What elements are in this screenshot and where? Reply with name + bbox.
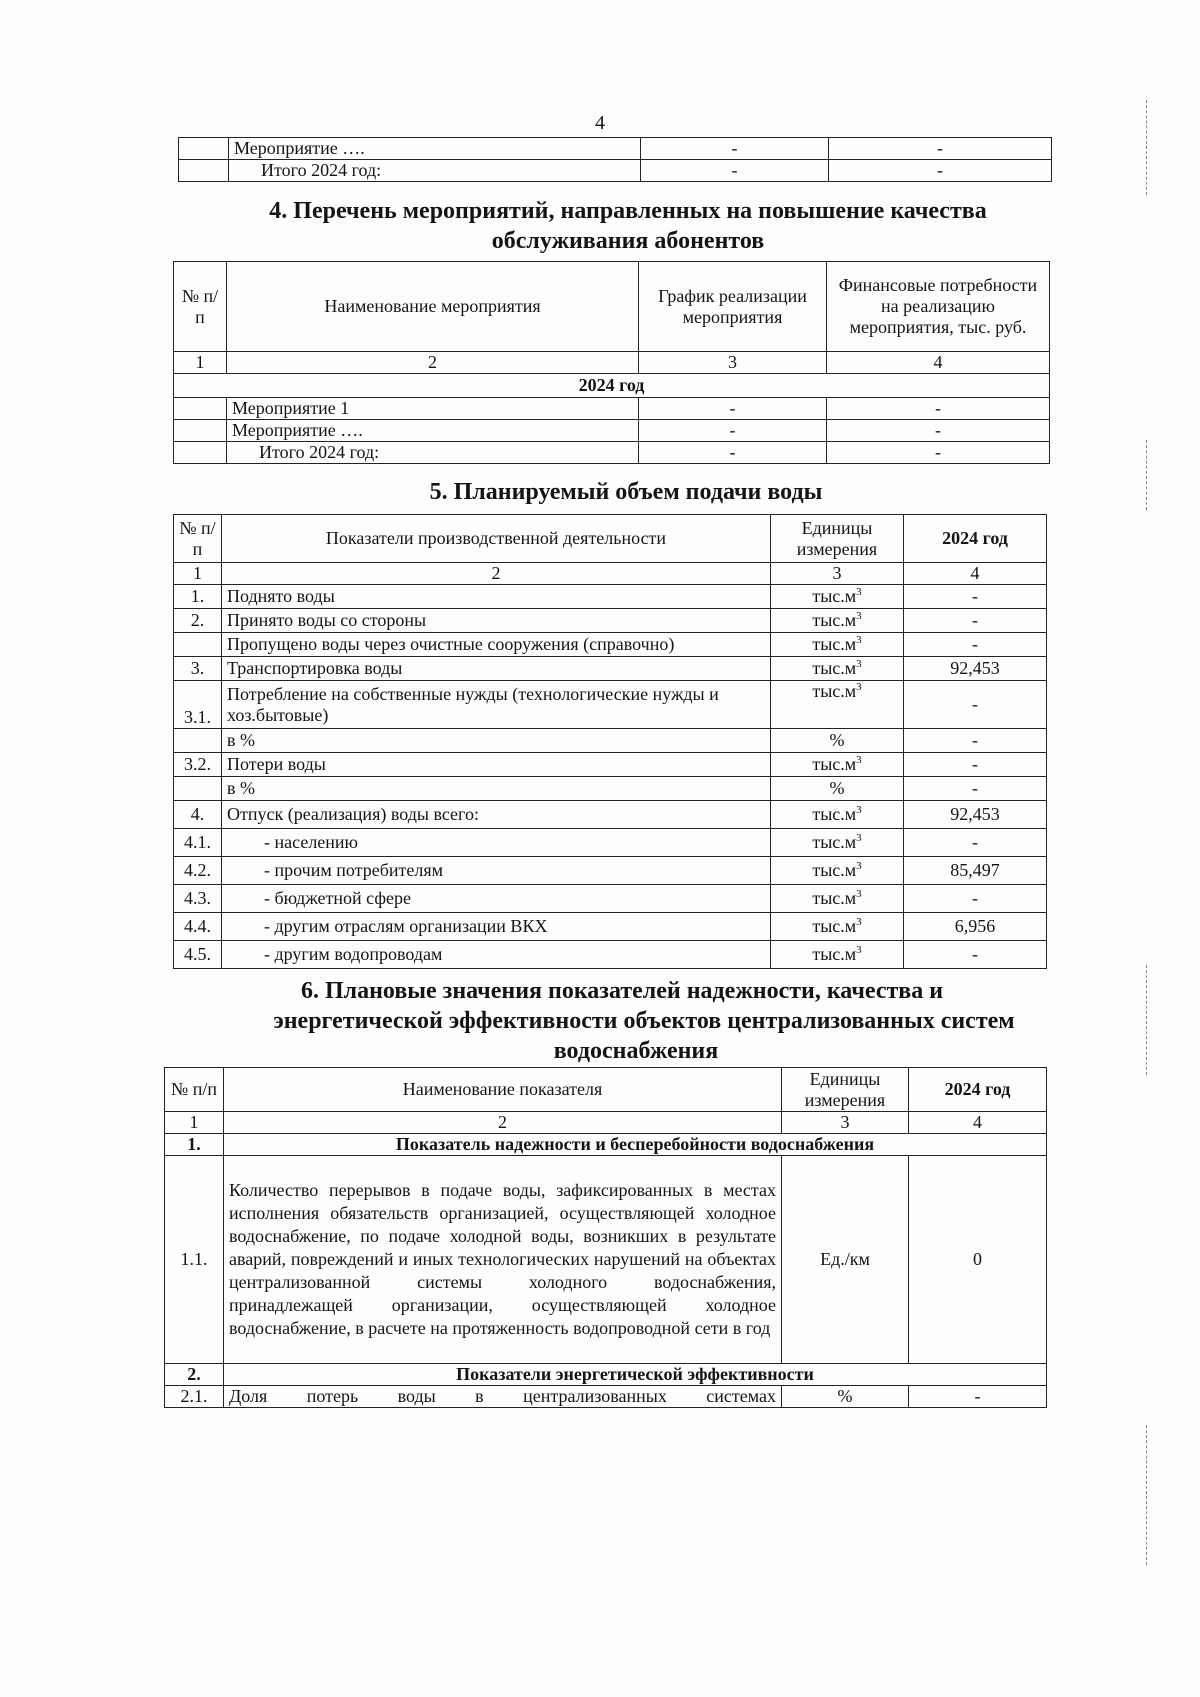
cell-num: 4.1. xyxy=(174,829,222,857)
cell-name: Пропущено воды через очистные сооружения (справочно) xyxy=(222,633,771,657)
unit-sup: 3 xyxy=(856,681,862,693)
section4-title-line2: обслуживания абонентов xyxy=(491,228,765,254)
scan-edge-mark xyxy=(1146,1425,1148,1565)
table-row xyxy=(174,885,1047,913)
table-header-row xyxy=(165,1068,1047,1112)
column-number-row xyxy=(174,352,1050,374)
cell-num: 3.1. xyxy=(174,681,222,729)
table-row xyxy=(165,1386,1047,1408)
cell-value: - xyxy=(904,941,1047,969)
scan-edge-mark xyxy=(1146,965,1148,1075)
cell-name: в % xyxy=(222,729,771,753)
unit-sup: 3 xyxy=(856,586,862,598)
col-number: 3 xyxy=(771,563,904,585)
cell-unit xyxy=(771,885,904,913)
cell-name: Принято воды со стороны xyxy=(222,609,771,633)
unit-sup: 3 xyxy=(856,658,862,670)
cell-schedule: - xyxy=(639,442,827,464)
cell-schedule: - xyxy=(639,420,827,442)
header-num: № п/п xyxy=(174,262,227,352)
table-row xyxy=(179,138,1052,160)
table-row xyxy=(179,160,1052,182)
unit-text: тыс.м xyxy=(812,634,857,654)
cell-value: - xyxy=(904,681,1047,729)
cell-finance: - xyxy=(827,398,1050,420)
section5-title: 5. Планируемый объем подачи воды xyxy=(429,479,823,505)
column-number-row xyxy=(165,1112,1047,1134)
cell-name: Транспортировка воды xyxy=(222,657,771,681)
cell-num: 3. xyxy=(174,657,222,681)
group-num: 1. xyxy=(165,1134,224,1156)
cell-value: - xyxy=(904,729,1047,753)
cell-value: 92,453 xyxy=(904,801,1047,829)
table-row xyxy=(174,609,1047,633)
cell-name: Доля потерь воды в централизованных системах xyxy=(224,1386,782,1408)
cell-unit xyxy=(771,753,904,777)
col-number: 2 xyxy=(222,563,771,585)
table-row xyxy=(174,857,1047,885)
unit-text: тыс.м xyxy=(812,804,857,824)
cell-value: - xyxy=(904,609,1047,633)
section6-table xyxy=(164,1067,1047,1408)
cell-name: Мероприятие …. xyxy=(227,420,639,442)
table-row xyxy=(174,398,1050,420)
section6-title-line1: 6. Плановые значения показателей надежности, качества и xyxy=(300,978,944,1004)
cell-num xyxy=(174,729,222,753)
header-schedule: График реализации мероприятия xyxy=(639,262,827,352)
cell-unit xyxy=(771,941,904,969)
table-header-row xyxy=(174,515,1047,563)
cell-schedule: - xyxy=(639,398,827,420)
cell-unit xyxy=(771,857,904,885)
cell-unit xyxy=(771,913,904,941)
cell-name: - другим отраслям организации ВКХ xyxy=(222,913,771,941)
group-title: Показатели энергетической эффективности xyxy=(224,1364,1047,1386)
cell-name: Потребление на собственные нужды (технологические нужды и хоз.бытовые) xyxy=(222,681,771,729)
header-name: Наименование мероприятия xyxy=(227,262,639,352)
unit-sup: 3 xyxy=(856,860,862,872)
header-finance: Финансовые потребности на реализацию мероприятия, тыс. руб. xyxy=(827,262,1050,352)
cell-name: Мероприятие 1 xyxy=(227,398,639,420)
cell-name: - другим водопроводам xyxy=(222,941,771,969)
cell-unit xyxy=(771,829,904,857)
header-num: № п/п xyxy=(174,515,222,563)
section4-title-line1: 4. Перечень мероприятий, направленных на повышение качества xyxy=(269,198,987,224)
cell-num: 4.5. xyxy=(174,941,222,969)
section5-table xyxy=(173,514,1047,969)
unit-text: тыс.м xyxy=(812,586,857,606)
cell-value: - xyxy=(904,633,1047,657)
table-row xyxy=(174,420,1050,442)
table-row xyxy=(174,657,1047,681)
table-row xyxy=(174,801,1047,829)
cell-num: 1. xyxy=(174,585,222,609)
cell-num: 3.2. xyxy=(174,753,222,777)
cell-finance: - xyxy=(827,442,1050,464)
unit-sup: 3 xyxy=(856,634,862,646)
year-row xyxy=(174,374,1050,398)
cell-num xyxy=(179,138,229,160)
cell-name: Итого 2024 год: xyxy=(229,160,641,182)
cell-unit xyxy=(771,681,904,729)
cell-value: 92,453 xyxy=(904,657,1047,681)
cell-num: 4.4. xyxy=(174,913,222,941)
cell-num xyxy=(179,160,229,182)
scan-edge-mark xyxy=(1146,100,1148,195)
section6-title-line2: энергетической эффективности объектов централизованных систем xyxy=(273,1008,1015,1034)
cell-schedule: - xyxy=(641,160,829,182)
cell-name: Потери воды xyxy=(222,753,771,777)
table-header-row xyxy=(174,262,1050,352)
cell-unit: % xyxy=(782,1386,909,1408)
cell-num xyxy=(174,633,222,657)
table-row xyxy=(174,681,1047,729)
unit-text: тыс.м xyxy=(812,860,857,880)
cell-num: 2.1. xyxy=(165,1386,224,1408)
table-row xyxy=(174,913,1047,941)
cell-value: 85,497 xyxy=(904,857,1047,885)
table-row xyxy=(165,1156,1047,1364)
col-number: 4 xyxy=(904,563,1047,585)
header-name: Показатели производственной деятельности xyxy=(222,515,771,563)
cell-name: Отпуск (реализация) воды всего: xyxy=(222,801,771,829)
cell-value: - xyxy=(909,1386,1047,1408)
cell-unit xyxy=(771,729,904,753)
cell-num: 4. xyxy=(174,801,222,829)
table-row xyxy=(174,729,1047,753)
col-number: 3 xyxy=(782,1112,909,1134)
cell-num: 4.3. xyxy=(174,885,222,913)
table-row xyxy=(174,585,1047,609)
cell-value: - xyxy=(904,829,1047,857)
cell-name: - прочим потребителям xyxy=(222,857,771,885)
unit-sup: 3 xyxy=(856,916,862,928)
cell-unit xyxy=(771,801,904,829)
unit-text: % xyxy=(829,778,845,798)
cell-value: 0 xyxy=(909,1156,1047,1364)
unit-sup: 3 xyxy=(856,944,862,956)
cell-unit xyxy=(771,777,904,801)
section4-table xyxy=(173,261,1050,464)
cell-num xyxy=(174,420,227,442)
col-number: 1 xyxy=(174,352,227,374)
col-number: 1 xyxy=(165,1112,224,1134)
cell-value: - xyxy=(904,753,1047,777)
cell-unit: Ед./км xyxy=(782,1156,909,1364)
unit-text: % xyxy=(829,730,845,750)
cell-finance: - xyxy=(829,160,1052,182)
table-row xyxy=(174,829,1047,857)
cell-value: - xyxy=(904,777,1047,801)
cell-finance: - xyxy=(827,420,1050,442)
cell-unit xyxy=(771,585,904,609)
cell-name: в % xyxy=(222,777,771,801)
col-number: 4 xyxy=(827,352,1050,374)
unit-text: тыс.м xyxy=(812,944,857,964)
col-number: 2 xyxy=(227,352,639,374)
header-year: 2024 год xyxy=(909,1068,1047,1112)
cell-value: - xyxy=(904,585,1047,609)
table-row xyxy=(174,633,1047,657)
cell-name: Количество перерывов в подаче воды, зафиксированных в местах исполнения обязательств организацией, осуществляющей холодное водоснабжение, по подаче холодной воды, возникших в результате аварий, повреждений и иных технологических нарушений на объектах централизованной системы холодного водоснабжения, принадлежащей организации, осуществляющей холодное водоснабжение, в расчете на протяженность водопроводной сети в год xyxy=(224,1156,782,1364)
unit-sup: 3 xyxy=(856,754,862,766)
table-row xyxy=(174,442,1050,464)
cell-unit xyxy=(771,633,904,657)
header-unit: Единицы измерения xyxy=(771,515,904,563)
page-number: 4 xyxy=(595,112,605,134)
cell-finance: - xyxy=(829,138,1052,160)
unit-text: тыс.м xyxy=(812,610,857,630)
table-row xyxy=(174,753,1047,777)
cell-name: - населению xyxy=(222,829,771,857)
col-number: 3 xyxy=(639,352,827,374)
unit-sup: 3 xyxy=(856,610,862,622)
group-num: 2. xyxy=(165,1364,224,1386)
unit-text: тыс.м xyxy=(812,916,857,936)
cell-unit xyxy=(771,657,904,681)
header-name: Наименование показателя xyxy=(224,1068,782,1112)
unit-text: тыс.м xyxy=(812,658,857,678)
unit-sup: 3 xyxy=(856,804,862,816)
header-year: 2024 год xyxy=(904,515,1047,563)
unit-sup: 3 xyxy=(856,888,862,900)
cell-value: - xyxy=(904,885,1047,913)
unit-text: тыс.м xyxy=(812,888,857,908)
unit-text: тыс.м xyxy=(812,832,857,852)
cell-value: 6,956 xyxy=(904,913,1047,941)
table-row xyxy=(174,941,1047,969)
cell-name: Итого 2024 год: xyxy=(227,442,639,464)
table-row xyxy=(174,777,1047,801)
section6-title-line3: водоснабжения xyxy=(553,1038,719,1064)
year-label: 2024 год xyxy=(174,374,1050,398)
cell-name: Поднято воды xyxy=(222,585,771,609)
cell-num: 1.1. xyxy=(165,1156,224,1364)
group-row xyxy=(165,1134,1047,1156)
cell-num: 4.2. xyxy=(174,857,222,885)
group-title: Показатель надежности и бесперебойности водоснабжения xyxy=(224,1134,1047,1156)
cell-unit xyxy=(771,609,904,633)
cell-num xyxy=(174,777,222,801)
col-number: 4 xyxy=(909,1112,1047,1134)
unit-text: тыс.м xyxy=(812,681,857,701)
scan-edge-mark xyxy=(1146,440,1148,510)
cell-num xyxy=(174,442,227,464)
unit-text: тыс.м xyxy=(812,754,857,774)
cell-schedule: - xyxy=(641,138,829,160)
unit-sup: 3 xyxy=(856,832,862,844)
cell-name: Мероприятие …. xyxy=(229,138,641,160)
cell-num xyxy=(174,398,227,420)
cell-num: 2. xyxy=(174,609,222,633)
col-number: 1 xyxy=(174,563,222,585)
group-row xyxy=(165,1364,1047,1386)
top-table xyxy=(178,137,1052,182)
column-number-row xyxy=(174,563,1047,585)
header-unit: Единицы измерения xyxy=(782,1068,909,1112)
cell-name: - бюджетной сфере xyxy=(222,885,771,913)
col-number: 2 xyxy=(224,1112,782,1134)
header-num: № п/п xyxy=(165,1068,224,1112)
